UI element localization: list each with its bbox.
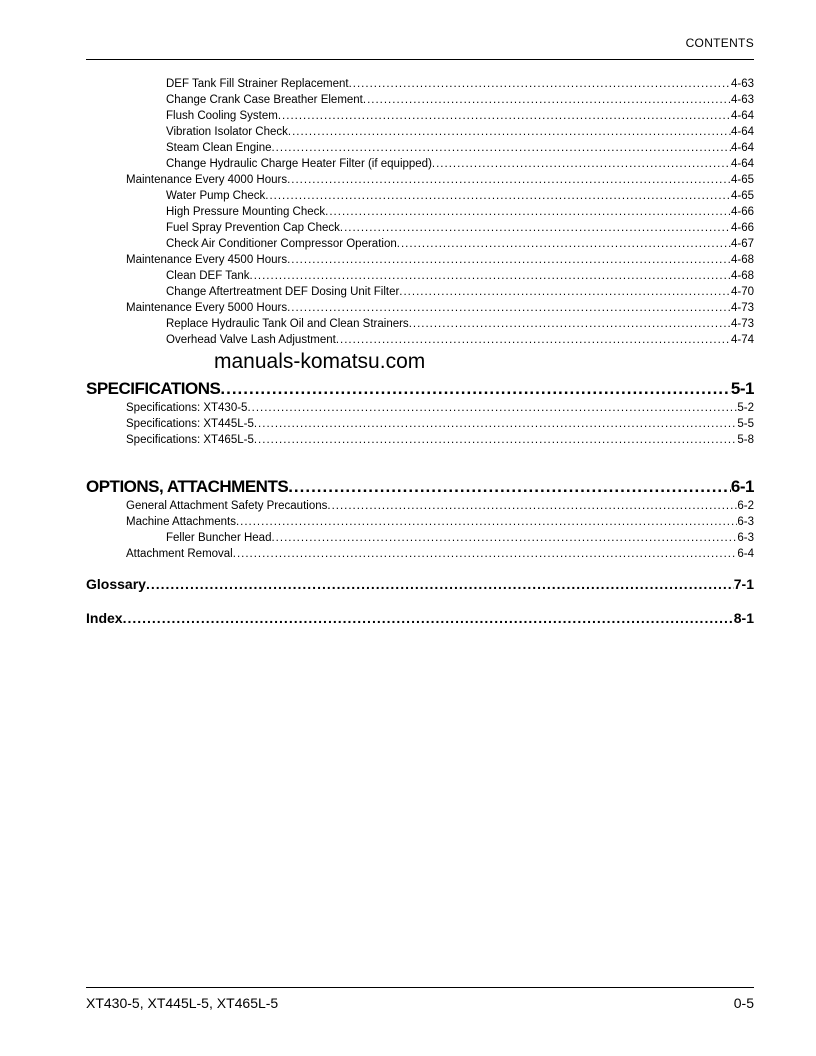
- table-of-contents: [86, 76, 754, 628]
- watermark: manuals-komatsu.com: [214, 350, 426, 373]
- footer-models: XT430-5, XT445L-5, XT465L-5: [86, 995, 279, 1011]
- toc-section-4500-hours[interactable]: Maintenance Every 4500 Hours ..... 4-68: [86, 252, 754, 268]
- toc-chapter-index[interactable]: Index ..... 8-1: [86, 608, 754, 628]
- running-header: CONTENTS: [685, 36, 754, 50]
- toc-entry[interactable]: Clean DEF Tank ..... 4-68: [86, 268, 754, 284]
- toc-entry[interactable]: Overhead Valve Lash Adjustment ..... 4-74: [86, 332, 754, 348]
- toc-entry[interactable]: Change Crank Case Breather Element ..... 4-63: [86, 92, 754, 108]
- toc-entry[interactable]: Machine Attachments ..... 6-3: [86, 514, 754, 530]
- toc-entry[interactable]: Water Pump Check ..... 4-65: [86, 188, 754, 204]
- toc-entry[interactable]: Flush Cooling System ..... 4-64: [86, 108, 754, 124]
- toc-entry[interactable]: Specifications: XT465L-5 ..... 5-8: [86, 432, 754, 448]
- toc-entry[interactable]: Change Hydraulic Charge Heater Filter (if equipped) ..... 4-64: [86, 156, 754, 172]
- toc-section-4000-hours[interactable]: Maintenance Every 4000 Hours ..... 4-65: [86, 172, 754, 188]
- header-divider: [86, 59, 754, 60]
- footer-divider: [86, 987, 754, 988]
- toc-chapter-options-attachments[interactable]: OPTIONS, ATTACHMENTS ..... 6-1: [86, 476, 754, 498]
- toc-entry[interactable]: Specifications: XT430-5 ..... 5-2: [86, 400, 754, 416]
- toc-entry[interactable]: General Attachment Safety Precautions ..... 6-2: [86, 498, 754, 514]
- toc-entry[interactable]: High Pressure Mounting Check ..... 4-66: [86, 204, 754, 220]
- toc-entry[interactable]: Attachment Removal ..... 6-4: [86, 546, 754, 562]
- toc-entry[interactable]: Fuel Spray Prevention Cap Check ..... 4-66: [86, 220, 754, 236]
- toc-section-5000-hours[interactable]: Maintenance Every 5000 Hours ..... 4-73: [86, 300, 754, 316]
- toc-chapter-specifications[interactable]: SPECIFICATIONS ..... 5-1: [86, 378, 754, 400]
- page-number: 0-5: [733, 995, 754, 1011]
- toc-entry[interactable]: Check Air Conditioner Compressor Operation ..... 4-67: [86, 236, 754, 252]
- toc-entry[interactable]: Steam Clean Engine ..... 4-64: [86, 140, 754, 156]
- toc-entry[interactable]: Specifications: XT445L-5 ..... 5-5: [86, 416, 754, 432]
- toc-entry[interactable]: Vibration Isolator Check ..... 4-64: [86, 124, 754, 140]
- toc-chapter-glossary[interactable]: Glossary ..... 7-1: [86, 574, 754, 594]
- toc-entry[interactable]: Replace Hydraulic Tank Oil and Clean Strainers ..... 4-73: [86, 316, 754, 332]
- toc-entry[interactable]: Feller Buncher Head ..... 6-3: [86, 530, 754, 546]
- toc-entry[interactable]: Change Aftertreatment DEF Dosing Unit Filter ..... 4-70: [86, 284, 754, 300]
- toc-entry[interactable]: DEF Tank Fill Strainer Replacement ..... 4-63: [86, 76, 754, 92]
